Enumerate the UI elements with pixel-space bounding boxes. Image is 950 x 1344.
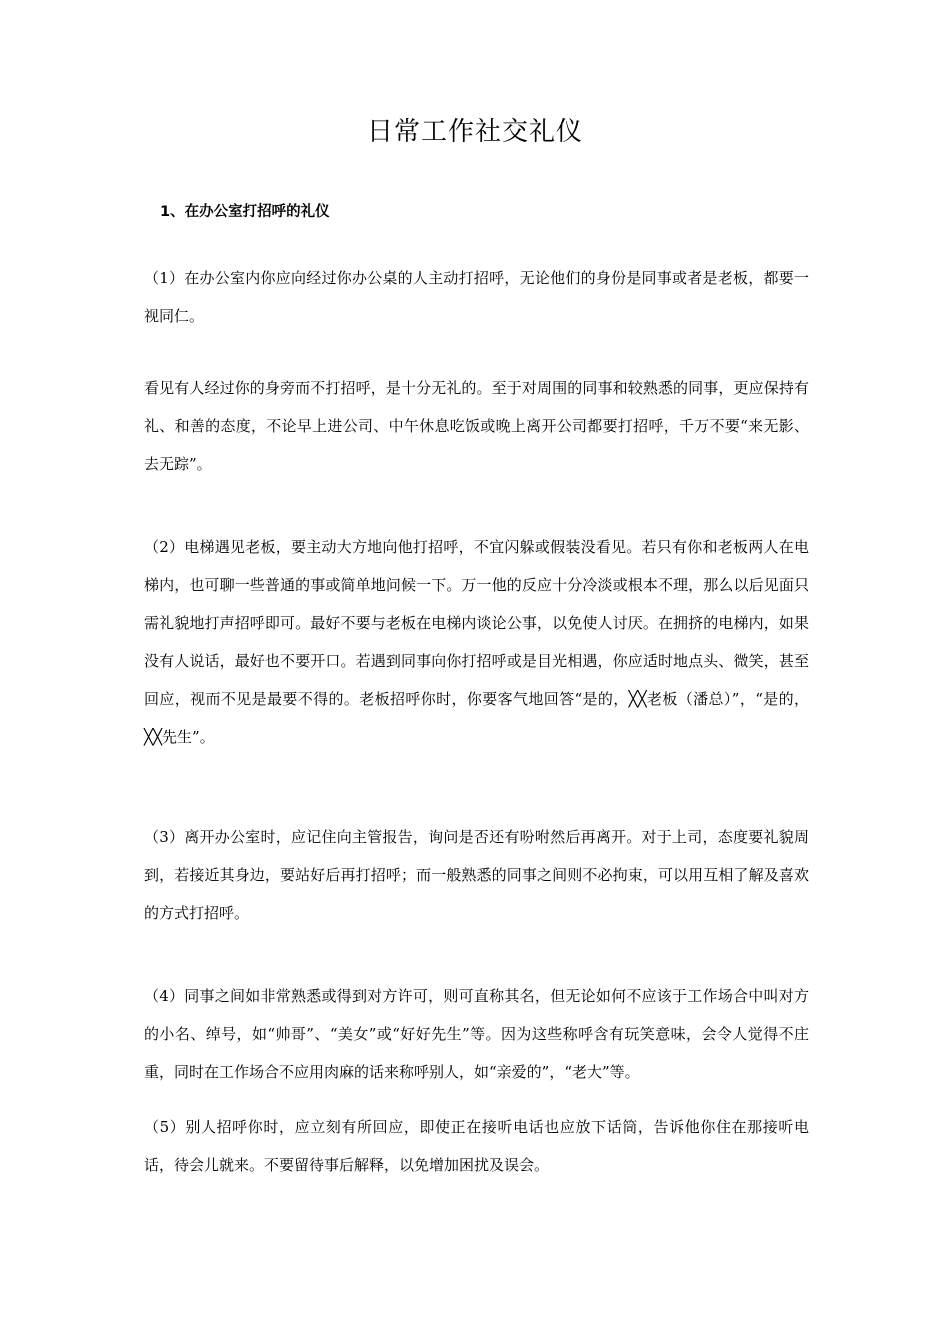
paragraph-6: （5）别人招呼你时，应立刻有所回应，即使正在接听电话也应放下话筒，告诉他你住在那接听电话，待会儿就来。不要留待事后解释，以免增加困扰及误会。 (144, 1118, 809, 1174)
paragraph-3: （2）电梯遇见老板，要主动大方地向他打招呼，不宜闪躲或假装没看见。若只有你和老板两人在电梯内，也可聊一些普通的事或简单地问候一下。万一他的反应十分冷淡或根本不理，那么以后见面只需礼貌地打声招呼即可。最好不要与老板在电梯内谈论公事，以免使人讨厌。在拥挤的电梯内，如果没有人说话，最好也不要开口。若遇到同事向你打招呼或是目光相遇，你应适时地点头、微笑，甚至回应，视而不见是最要不得的。老板招呼你时，你要客气地回答“是的，╳╳老板（潘总）”，“是的，╳╳先生”。 (144, 538, 809, 746)
paragraph-5: （4）同事之间如非常熟悉或得到对方许可，则可直称其名，但无论如何不应该于工作场合中叫对方的小名、绰号，如“帅哥”、“美女”或“好好先生”等。因为这些称呼含有玩笑意味，会令人觉得不庄重，同时在工作场合不应用肉麻的话来称呼别人，如“亲爱的”，“老大”等。 (144, 987, 809, 1081)
paragraph-2: 看见有人经过你的身旁而不打招呼，是十分无礼的。至于对周围的同事和较熟悉的同事，更应保持有礼、和善的态度，不论早上进公司、中午休息吃饭或晚上离开公司都要打招呼，千万不要“来无影、去无踪”。 (144, 379, 809, 473)
paragraph-4: （3）离开办公室时，应记住向主管报告，询问是否还有吩咐然后再离开。对于上司，态度要礼貌周到，若接近其身边，要站好后再打招呼；而一般熟悉的同事之间则不必拘束，可以用互相了解及喜欢的方式打招呼。 (144, 828, 809, 922)
paragraph-1: （1）在办公室内你应向经过你办公桌的人主动打招呼，无论他们的身份是同事或者是老板，都要一视同仁。 (144, 269, 809, 325)
document-title: 日常工作社交礼仪 (366, 117, 583, 147)
section-heading: 1、在办公室打招呼的礼仪 (160, 204, 330, 220)
